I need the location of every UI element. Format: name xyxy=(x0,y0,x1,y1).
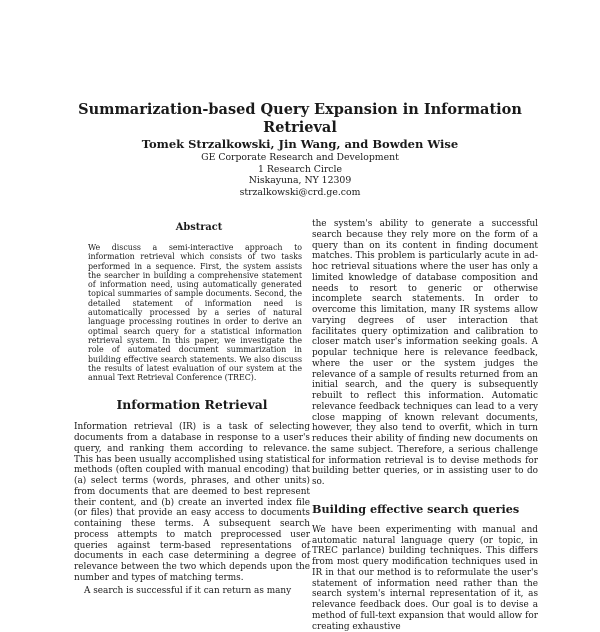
section-paragraph xyxy=(74,586,310,597)
section-paragraph-2: A search is successful if it can return as many xyxy=(84,585,292,596)
abstract-text: We discuss a semi-interactive approach to information retrieval which consists of two tasks performed in a sequence. First, the system assists the searcher in building a comprehensive statement of information need, using automatically generated topical summaries of sample documents. Second, the detailed statement of information need is automatically processed by a series of natural language processing routines in order to derive an optimal search query for a statistical information retrieval system. In this paper, we investigate the role of automated document summarization in building effective search statements. We also discuss the results of latest evaluation of our system at the annual Text Retrieval Conference (TREC). xyxy=(88,243,302,383)
right-paragraph: the system's ability to generate a successful search because they rely more on the form of a query than on its content in finding document matches. This problem is particularly acute in ad-hoc retrieval situations where the user has only a limited knowledge of database composition and needs to resort to generic or otherwise incomplete search statements. In order to overcome this limitation, many IR systems allow varying degrees of user interaction that facilitates query optimization and calibration to closer match user's information seeking goals. A popular technique here is relevance feedback, where the user or the system judges the relevance of a sample of results returned from an initial search, and the query is subsequently rebuilt to reflect this information. Automatic relevance feedback techniques can lead to a very close mapping of known relevant documents, however, they also tend to overfit, which in turn reduces their ability of finding new documents on the same subject. Therefore, a serious challenge for information retrieval is to devise methods for building better queries, or in assisting user to do so. xyxy=(312,219,538,487)
affiliation-address: 1 Research Circle xyxy=(258,163,342,175)
paper-authors: Tomek Strzalkowski, Jin Wang, and Bowden Wise xyxy=(141,137,459,151)
section-paragraph xyxy=(74,422,310,583)
section-heading-building-queries: Building effective search queries xyxy=(312,501,520,516)
affiliation-city: Niskayuna, NY 12309 xyxy=(248,175,352,186)
section-heading-information-retrieval: Information Retrieval xyxy=(116,397,268,413)
abstract-heading: Abstract xyxy=(175,222,223,233)
right-paragraph-2: We have been experimenting with manual and automatic natural language query (or topic, in TREC parlance) building techniques. This differs from most query modification techniques used in IR in that our method is to reformulate the user's statement of information need rather than the search system's internal representation of it, as relevance feedback does. Our goal is to devise a method of full-text expansion that would allow for creating exhaustive xyxy=(312,524,538,632)
affiliation-organization: GE Corporate Research and Development xyxy=(201,152,399,163)
left-column xyxy=(74,222,310,596)
section-paragraph-1: Information retrieval (IR) is a task of selecting documents from a database in response to a user's query, and ranking them according to relevance. This has been usually accomplished using statistical methods (often coupled with manual encoding) that (a) select terms (words, phrases, and other units) from documents that are deemed to best represent their content, and (b) create an inverted index file (or files) that provide an easy access to documents containing these terms. A subsequent search process attempts to match preprocessed user queries against term-based representations of documents in each case determining a degree of relevance between the two which depends upon the number and types of matching terms. xyxy=(74,422,310,583)
author-affiliation xyxy=(150,152,450,198)
affiliation-email: strzalkowski@crd.ge.com xyxy=(239,186,361,198)
paper-title: Summarization-based Query Expansion in Information Retrieval xyxy=(78,101,522,136)
right-column xyxy=(312,219,538,632)
